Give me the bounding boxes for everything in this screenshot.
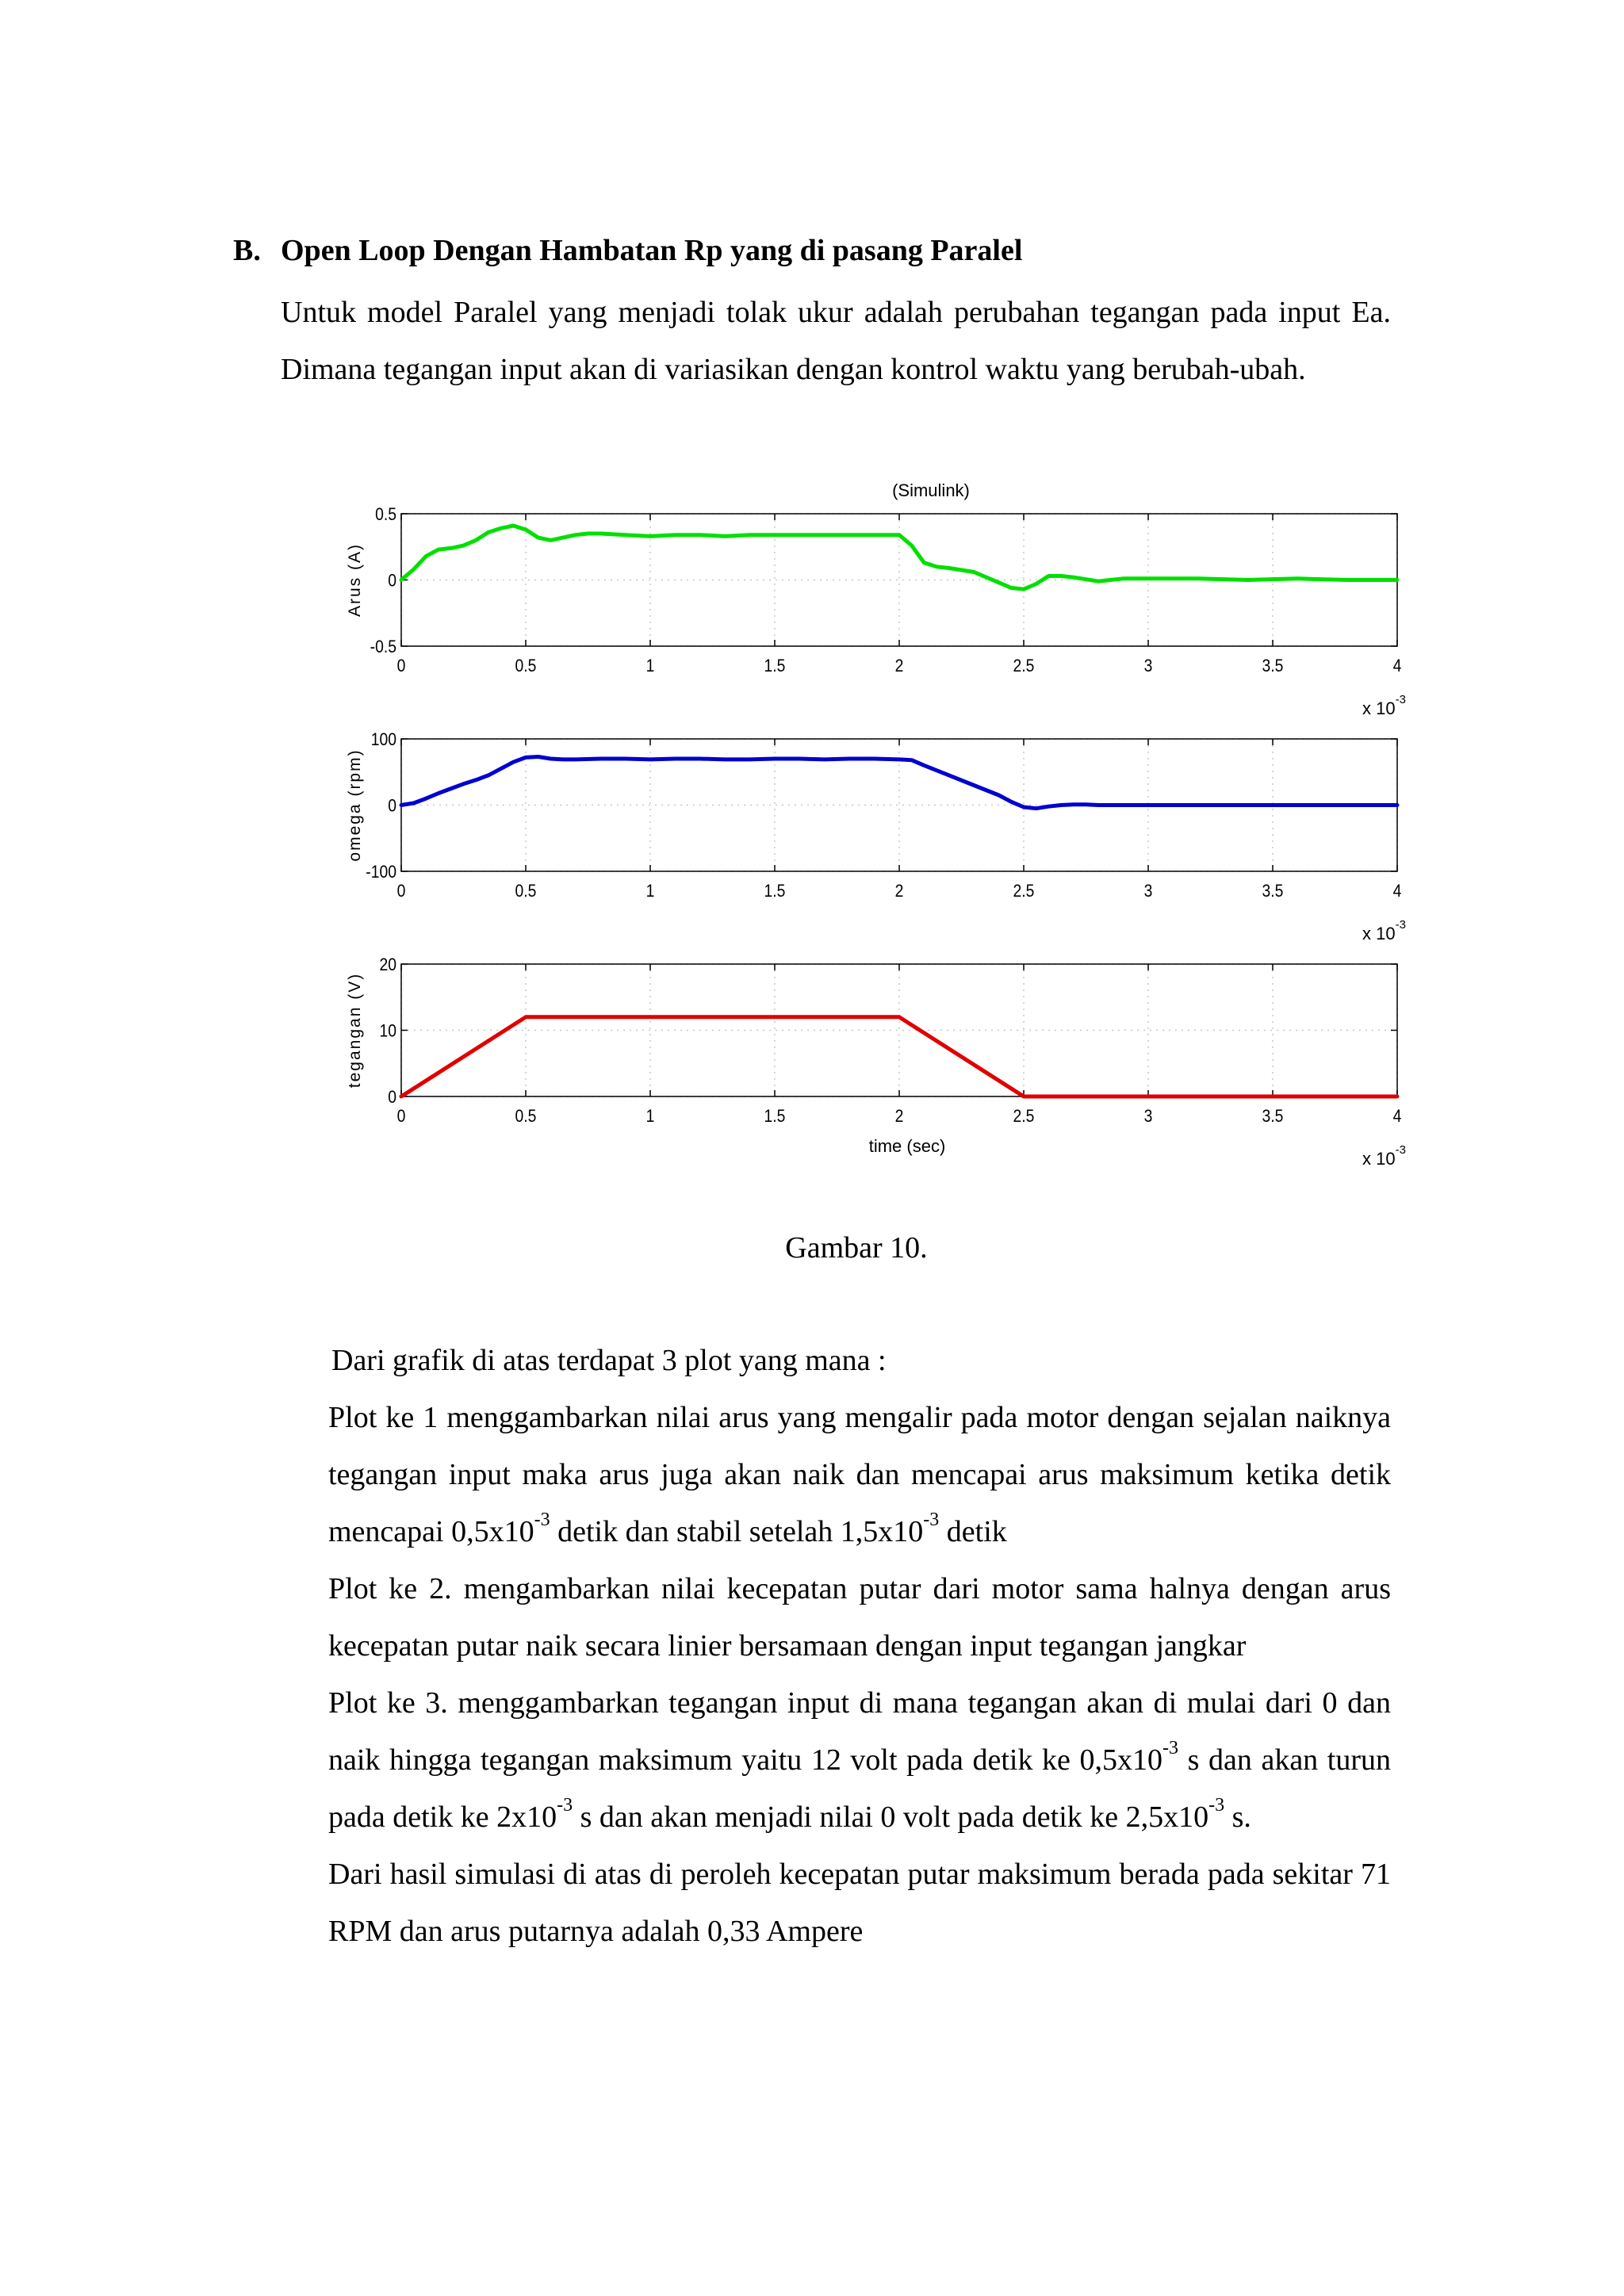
x-tick-label: 1.5: [764, 881, 786, 901]
paragraph-plot-1: Plot ke 1 menggambarkan nilai arus yang mengalir pada motor dengan sejalan naiknya tegangan input maka arus juga akan naik dan mencapai arus maksimum ketika detik mencapai $0,5x10^{-3}$ detik dan stabil setelah $1,5x10^{-3}$ detik: [328, 1401, 1391, 1548]
intro-paragraph: Untuk model Paralel yang menjadi tolak ukur adalah perubahan tegangan pada input Ea. Dimana tegangan input akan di variasikan dengan kontrol waktu yang berubah-ubah.: [281, 296, 1391, 386]
x-tick-label: 4: [1392, 881, 1402, 901]
x-tick-label: 2.5: [1013, 1106, 1035, 1127]
paragraph-plot-2: Plot ke 2. mengambarkan nilai kecepatan putar dari motor sama halnya dengan arus kecepatan putar naik secara linier bersamaan dengan input tegangan jangkar: [328, 1572, 1391, 1663]
x-tick-label: 2: [894, 656, 904, 676]
paragraph-intro: Dari grafik di atas terdapat 3 plot yang mana :: [331, 1344, 887, 1377]
y-tick-label: 0.5: [375, 504, 396, 525]
y-tick-label: 10: [379, 1021, 396, 1041]
x-tick-label: 2: [894, 1106, 904, 1127]
paragraph-plot-3: Plot ke 3. menggambarkan tegangan input di mana tegangan akan di mulai dari 0 dan naik hingga tegangan maksimum yaitu 12 volt pada detik ke $0,5x10^{-3}$ s dan akan turun pada detik ke $2x10^{-3}$ s dan akan menjadi nilai 0 volt pada detik ke $2,5x10^{-3}$ s.: [328, 1686, 1391, 1834]
x-tick-label: 3: [1143, 881, 1153, 901]
y-tick-label: 20: [379, 955, 396, 975]
x-tick-label: 4: [1392, 656, 1402, 676]
x-tick-label: 0.5: [515, 1106, 537, 1127]
x-tick-label: 0: [396, 881, 406, 901]
x-tick-label: 3.5: [1262, 881, 1284, 901]
y-tick-label: -100: [366, 862, 396, 882]
x-tick-label: 0.5: [515, 656, 537, 676]
y-tick-label: -0.5: [370, 637, 396, 657]
y-axis-label: tegangan (V): [346, 972, 364, 1089]
paragraph-conclusion: Dari hasil simulasi di atas di peroleh kecepatan putar maksimum berada pada sekitar 71 RPM dan arus putarnya adalah 0,33 Ampere: [328, 1858, 1391, 1948]
x-tick-label: 1: [645, 1106, 655, 1127]
chart-title: (Simulink): [892, 480, 970, 500]
y-tick-label: 0: [388, 1087, 396, 1108]
x-tick-label: 1: [645, 881, 655, 901]
x-exponent-label: x $10^{-3}$: [1362, 918, 1406, 943]
x-tick-label: 0.5: [515, 881, 537, 901]
y-tick-label: 0: [388, 571, 396, 591]
x-exponent-label: x $10^{-3}$: [1362, 693, 1406, 718]
x-tick-label: 3.5: [1262, 656, 1284, 676]
y-tick-label: 100: [370, 729, 396, 750]
x-tick-label: 1.5: [764, 656, 786, 676]
body-text: [328, 1332, 1391, 1960]
x-tick-label: 2.5: [1013, 881, 1035, 901]
section-title: Open Loop Dengan Hambatan Rp yang di pasang Paralel: [281, 234, 1023, 267]
y-axis-label: omega (rpm): [346, 748, 364, 862]
x-tick-label: 2.5: [1013, 656, 1035, 676]
x-tick-label: 3.5: [1262, 1106, 1284, 1127]
x-tick-label: 1.5: [764, 1106, 786, 1127]
x-tick-label: 4: [1392, 1106, 1402, 1127]
x-tick-label: 1: [645, 656, 655, 676]
section-letter: B.: [233, 234, 261, 267]
x-tick-label: 0: [396, 656, 406, 676]
y-tick-label: 0: [388, 796, 396, 816]
x-exponent-label: x $10^{-3}$: [1362, 1143, 1406, 1169]
x-tick-label: 2: [894, 881, 904, 901]
x-tick-label: 0: [396, 1106, 406, 1127]
y-axis-label: Arus (A): [346, 542, 364, 618]
x-tick-label: 3: [1143, 1106, 1153, 1127]
x-axis-label: time (sec): [868, 1136, 946, 1156]
figure-caption: Gambar 10.: [785, 1231, 928, 1265]
x-tick-label: 3: [1143, 656, 1153, 676]
